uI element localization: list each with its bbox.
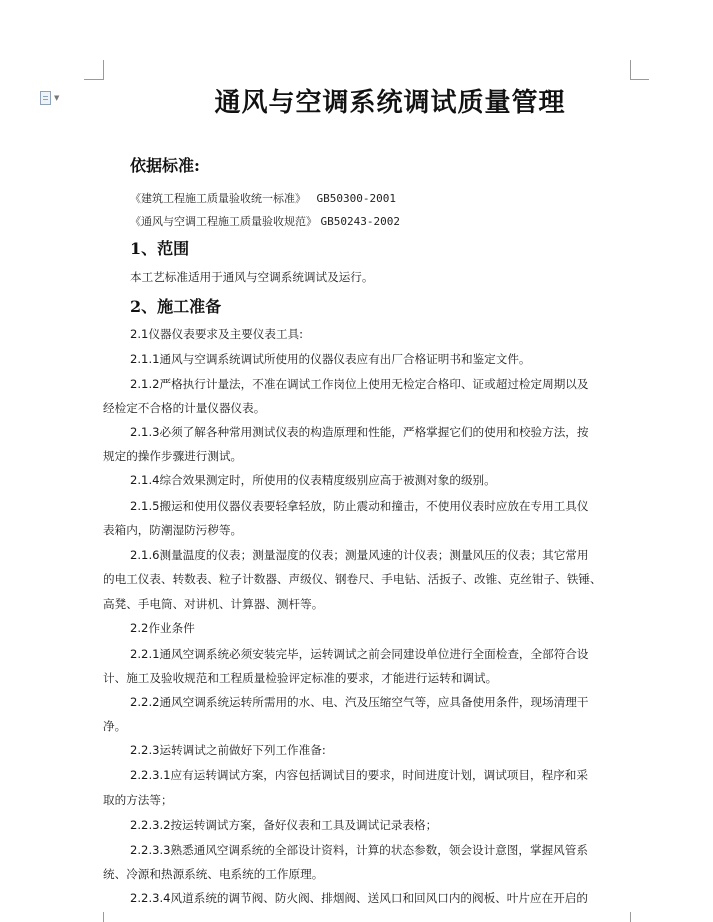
crop-mark-bottom-right-v xyxy=(630,912,631,922)
standard-line xyxy=(130,213,400,229)
body-line: 取的方法等； xyxy=(103,793,173,807)
dropdown-caret-icon: ▼ xyxy=(54,93,60,102)
crop-mark-top-right-v xyxy=(630,60,631,80)
document-title: 通风与空调系统调试质量管理 xyxy=(214,88,566,118)
body-line: 计、施工及验收规范和工程质量检验评定标准的要求，才能进行运转和调试。 xyxy=(103,671,498,685)
body-line: 2.2作业条件 xyxy=(130,621,195,635)
body-line: 2.2.3.4风道系统的调节阀、防火阀、排烟阀、送风口和回风口内的阀板、叶片应在开启的 xyxy=(130,891,588,905)
body-line: 2.2.3运转调试之前做好下列工作准备: xyxy=(130,743,326,757)
body-line: 2.1.6测量温度的仪表；测量湿度的仪表；测量风速的计仪表；测量风压的仪表；其它常用 xyxy=(130,548,589,562)
body-line: 表箱内，防潮湿防污秽等。 xyxy=(103,523,243,537)
section-heading-preparation: 2、施工准备 xyxy=(130,297,222,316)
body-line: 本工艺标准适用于通风与空调系统调试及运行。 xyxy=(130,270,374,284)
standard-code: GB50243-2002 xyxy=(320,215,400,228)
crop-mark-bottom-left-v xyxy=(103,912,104,922)
body-line: 规定的操作步骤进行测试。 xyxy=(103,449,243,463)
standard-code: GB50300-2001 xyxy=(316,192,396,205)
standard-name: 《建筑工程施工质量验收统一标准》 xyxy=(130,192,306,205)
standard-line xyxy=(130,190,396,206)
basis-heading: 依据标准: xyxy=(130,156,200,175)
body-line: 统、冷源和热源系统、电系统的工作原理。 xyxy=(103,867,324,881)
body-line: 2.2.3.2按运转调试方案，备好仪表和工具及调试记录表格； xyxy=(130,818,438,832)
crop-mark-top-right-h xyxy=(630,79,649,80)
body-line: 2.1.3必须了解各种常用测试仪表的构造原理和性能，严格掌握它们的使用和校验方法，按 xyxy=(130,425,589,439)
body-line: 2.2.3.1应有运转调试方案，内容包括调试目的要求，时间进度计划，调试项目，程序和采 xyxy=(130,768,588,782)
body-line: 2.1.4综合效果测定时，所使用的仪表精度级别应高于被测对象的级别。 xyxy=(130,473,496,487)
standard-name: 《通风与空调工程施工质量验收规范》 xyxy=(130,215,317,228)
body-line: 2.1.1通风与空调系统调试所使用的仪器仪表应有出厂合格证明书和鉴定文件。 xyxy=(130,352,531,366)
body-line: 经检定不合格的计量仪器仪表。 xyxy=(103,401,266,415)
body-line: 2.2.2通风空调系统运转所需用的水、电、汽及压缩空气等，应具备使用条件，现场清理干 xyxy=(130,695,589,709)
body-line: 2.1.2严格执行计量法，不准在调试工作岗位上使用无检定合格印、证或超过检定周期以及 xyxy=(130,377,589,391)
crop-mark-top-left-h xyxy=(84,79,103,80)
body-line: 净。 xyxy=(103,719,127,733)
body-line: 2.1仪器仪表要求及主要仪表工具: xyxy=(130,327,304,341)
body-line: 的电工仪表、转数表、粒子计数器、声级仪、钢卷尺、手电钻、活扳子、改锥、克丝钳子、铁锤、 xyxy=(103,572,602,586)
crop-mark-top-left-v xyxy=(103,60,104,80)
section-heading-scope: 1、范围 xyxy=(130,239,190,258)
body-line: 2.2.3.3熟悉通风空调系统的全部设计资料，计算的状态参数，领会设计意图，掌握风管系 xyxy=(130,843,588,857)
body-line: 高凳、手电筒、对讲机、计算器、测杆等。 xyxy=(103,597,324,611)
body-line: 2.1.5搬运和使用仪器仪表要轻拿轻放，防止震动和撞击，不使用仪表时应放在专用工具仪 xyxy=(130,499,589,513)
body-line: 2.2.1通风空调系统必须安装完毕，运转调试之前会同建设单位进行全面检查，全部符合设 xyxy=(130,647,589,661)
